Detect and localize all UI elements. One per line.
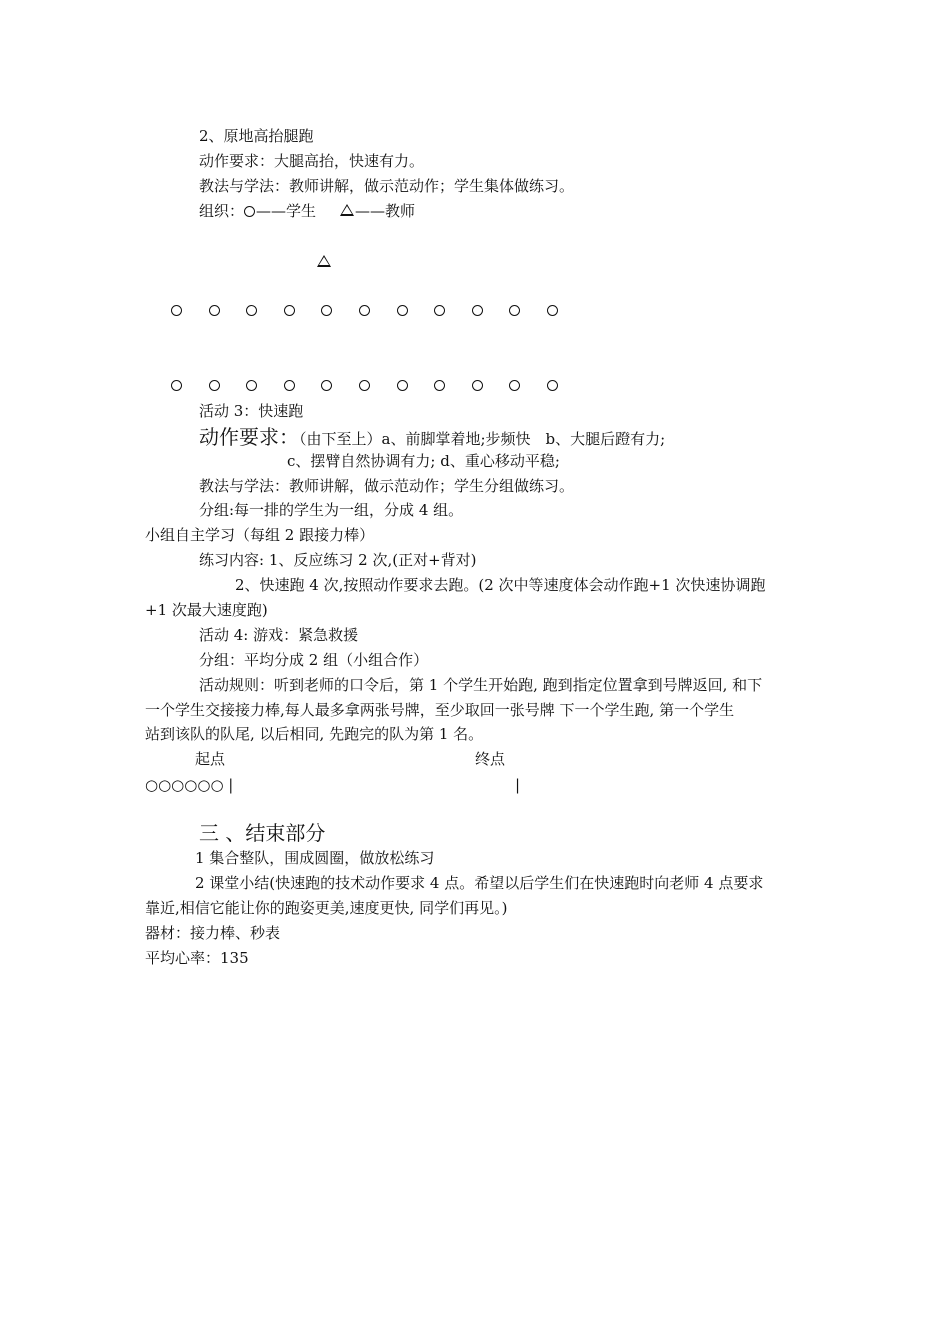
activity4-rules-line1: 活动规则：听到老师的口令后，第 1 个学生开始跑, 跑到指定位置拿到号牌返回, 和下	[199, 676, 763, 694]
section3-item-2-cont: 靠近,相信它能让你的跑姿更美,速度更快, 同学们再见。)	[145, 899, 508, 917]
section2-organization	[199, 201, 415, 221]
section3-title: 三 、结束部分	[199, 821, 326, 845]
practice-item-2-cont: +1 次最大速度跑)	[145, 601, 268, 619]
student-circle-icon	[209, 305, 220, 316]
practice-item-2: 2、快速跑 4 次,按照动作要求去跑。(2 次中等速度体会动作跑+1 次快速协调跑	[235, 576, 766, 594]
section2-method: 教法与学法：教师讲解，做示范动作；学生集体做练习。	[199, 177, 575, 195]
student-circle-icon	[359, 305, 370, 316]
student-circle-icon	[547, 380, 558, 391]
student-circle-icon	[472, 380, 483, 391]
activity4-grouping: 分组：平均分成 2 组（小组合作）	[199, 651, 429, 669]
teacher-legend: ——教师	[355, 202, 416, 220]
section2-title: 2、原地高抬腿跑	[199, 127, 314, 145]
section3-item-1: 1 集合整队，围成圆圈，做放松练习	[195, 849, 435, 867]
start-point-label: 起点	[195, 750, 226, 768]
heart-rate-line: 平均心率：135	[145, 949, 249, 967]
student-row	[170, 302, 570, 322]
student-legend: ——学生	[256, 202, 317, 220]
student-circle-icon	[171, 305, 182, 316]
activity3-method: 教法与学法：教师讲解，做示范动作；学生分组做练习。	[199, 477, 575, 495]
activity3-title: 活动 3：快速跑	[199, 402, 304, 420]
student-circle-icon	[434, 380, 445, 391]
student-circle-icon	[397, 380, 408, 391]
activity4-rules-line2: 一个学生交接接力棒,每人最多拿两张号牌，至少取回一张号牌 下一个学生跑, 第一个学生	[145, 701, 735, 719]
student-circle-icon	[244, 206, 255, 217]
student-circle-icon	[547, 305, 558, 316]
activity4-rules-line3: 站到该队的队尾, 以后相同, 先跑完的队为第 1 名。	[145, 725, 484, 743]
equipment-line: 器材：接力棒、秒表	[145, 924, 281, 942]
student-circle-icon	[246, 380, 257, 391]
self-study-note: 小组自主学习（每组 2 跟接力棒）	[145, 526, 375, 544]
section2-action: 动作要求：大腿高抬，快速有力。	[199, 152, 425, 170]
action-line1: （由下至上）a、前脚掌着地;步频快 b、大腿后蹬有力;	[299, 430, 666, 448]
relay-line-end: |	[515, 776, 521, 794]
student-row	[170, 377, 570, 397]
practice-item-1: 练习内容: 1、反应练习 2 次,(正对+背对)	[199, 551, 477, 569]
teacher-triangle-icon	[317, 255, 331, 267]
activity4-title: 活动 4: 游戏：紧急救援	[199, 626, 359, 644]
student-circle-icon	[209, 380, 220, 391]
student-circle-icon	[509, 380, 520, 391]
student-circle-icon	[171, 380, 182, 391]
student-circle-icon	[321, 305, 332, 316]
org-prefix: 组织：	[199, 202, 245, 220]
section3-item-2: 2 课堂小结(快速跑的技术动作要求 4 点。希望以后学生们在快速跑时向老师 4 点要求	[195, 874, 764, 892]
student-circle-icon	[509, 305, 520, 316]
student-circle-icon	[472, 305, 483, 316]
student-circle-icon	[321, 380, 332, 391]
end-point-label: 终点	[475, 750, 506, 768]
relay-line-start: ○○○○○○ |	[145, 776, 234, 794]
teacher-triangle-icon	[340, 204, 354, 216]
activity3-grouping: 分组:每一排的学生为一组，分成 4 组。	[199, 501, 464, 519]
student-circle-icon	[246, 305, 257, 316]
action-label: 动作要求：	[199, 425, 299, 449]
activity3-action-line2: c、摆臂自然协调有力; d、重心移动平稳;	[287, 452, 560, 470]
student-circle-icon	[359, 380, 370, 391]
student-circle-icon	[284, 305, 295, 316]
student-circle-icon	[284, 380, 295, 391]
student-circle-icon	[434, 305, 445, 316]
student-circle-icon	[397, 305, 408, 316]
activity3-action	[199, 424, 665, 450]
